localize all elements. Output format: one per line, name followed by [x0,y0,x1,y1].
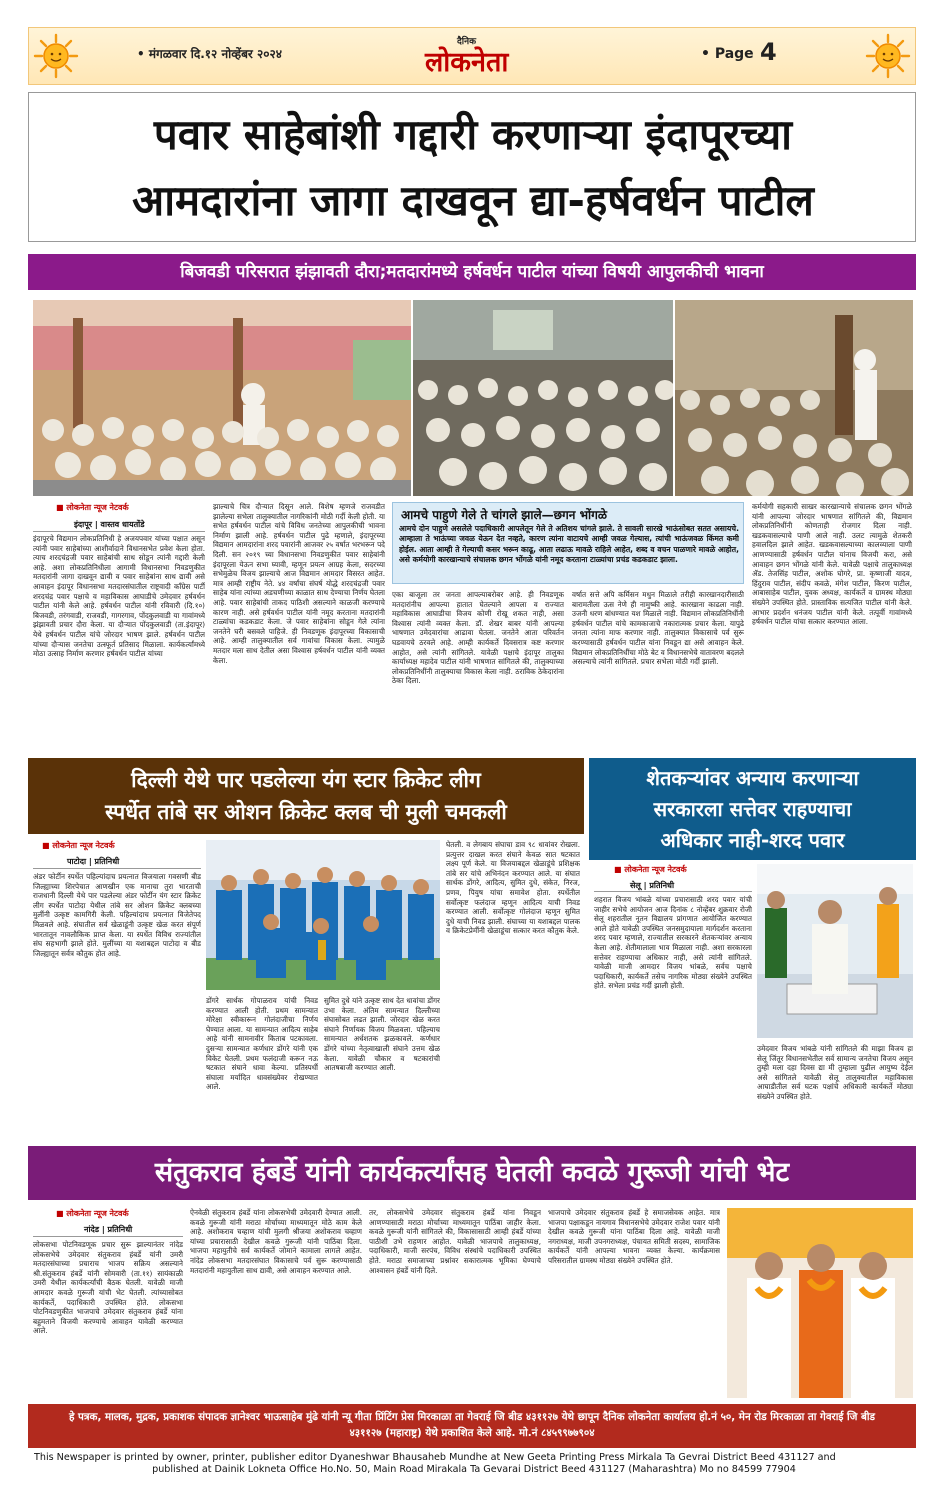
lead-banner-text: बिजवडी परिसरात झंझावती दौरा;मतदारांमध्ये हर्षवर्धन पाटील यांच्या विषयी आपुलकीची भावना [180,262,764,282]
sun-icon [33,33,79,79]
hambarde-banner [28,1146,916,1200]
footer-english-1: This Newspaper is printed by owner, printer, publisher editor Dyaneshwar Bhausaheb Mundhe at New Geeta Printing Press Mirkala Ta Gevrai District Beed 431127 and [34,1452,836,1463]
lead-subhead-box [392,502,744,584]
lead-photo-left [33,300,411,496]
cricket-newsnet: ■ लोकनेता न्यूज नेटवर्क [42,841,115,850]
cricket-headline-line-1: दिल्ली येथे पार पडलेल्या यंग स्टार क्रिकेट लीग [131,768,481,792]
divider [33,531,205,532]
masthead [28,27,916,85]
lead-headline-line-2: आमदारांना जागा दाखवून द्या-हर्षवर्धन पाटील [132,176,814,225]
hambarde-photo [727,1208,913,1398]
lead-photo-right [675,300,913,496]
hambarde-col-4: भाजपाचे उमेदवार संतुकराव हंबर्डे हे समाजसेवक आहेत. मात्र भाजपा पक्षाकडून नायगाव विधानसभेचे उमेदवार राजेश पवार यांनी देखील कवळे गुरूजी यांना पाठिंबा दिला आहे. यावेळी माजी नगराध्यक्ष, माजी उपनगराध्यक्ष, पंचायत समिती सदस्य, सामाजिक कार्यकर्ते यांनी आपल्या भावना व्यक्त केल्या. कार्यक्रमास परिसरातील ग्रामस्थ मोठ्या संख्येने उपस्थित होते. [548,1208,720,1265]
cricket-byline: पाटोदा | प्रतिनिधी [67,857,120,866]
sun-icon [865,33,911,79]
cricket-col-3: सुमित दुधे यांने उत्कृष्ट साथ देत धावांचा डोंगर उभा केला. अंतिम सामन्यात दिल्लीच्या संघासोबत लढत झाली. जोरदार खेळ करत संघाने निर्णायक विजय मिळवला. पहिल्याच सामन्यात अर्धशतक झळकावले. कर्णधार डोंगरे यांच्या नेतृत्वाखाली संघाने उत्तम खेळ केला. यावेळी चौकार व षटकारांची आतषबाजी करण्यात आली. [324,996,440,1073]
divider [33,868,201,869]
page-number: 4 [760,38,777,66]
footer-marathi-banner [28,1404,916,1448]
lead-col-1: इंदापूरचे विद्यमान लोकप्रतिनिधी हे अजयपवार यांच्या पक्षात असून त्यांनी पवार साहेबांच्या आशीर्वादाने विधानसभेत प्रवेश केला होता. त्याच शरदचंद्रजी पवार साहेबांची साथ सोडून त्यांनी गद्दारी केली आहे. अशा लोकप्रतिनिधीला आगामी विधानसभा निवडणुकीत मतदारांनी जागा दाखवून द्यावी व पवार साहेबांना साथ द्यावी असे आवाहन इंदापूर विधानसभा मतदारसंघातील राष्ट्रवादी काँग्रेस पार्टी शरदचंद्र पवार पक्षाचे व महाविकास आघाडीचे उमेदवार हर्षवर्धन पाटील यांनी केले आहे. हर्षवर्धन पाटील यांनी रविवारी (दि.१०) बिजवडी, तरंगवाडी, राजवडी, गागरगाव, पोंदकुलवाडी या गावांमध्ये झंझावती प्रचार दौरा केला. या दौऱ्यात पोंदकुलवाडी (ता.इंदापूर) येथे हर्षवर्धन पाटील यांचे जोरदार भाषण झाले. हर्षवर्धन पाटील यांच्या दौऱ्यास जनतेचा उत्स्फूर्त प्रतिसाद मिळाला. कार्यकर्त्यांमध्ये मोठा उत्साह निर्माण करणार हर्षवर्धन पाटील यांच्या [33,534,205,659]
pawar-headline-line-2: सरकारला सत्तेवर राहण्याचा [653,797,852,821]
pawar-newsnet: ■ लोकनेता न्यूज नेटवर्क [614,865,687,874]
pawar-banner [589,758,916,860]
footer-marathi-text: हे पत्रक, मालक, मुद्रक, प्रकाशक संपादक ज्ञानेश्वर भाऊसाहेब मुंढे यांनी न्यू गीता प्रिंटिंग प्रेस मिरकाळा ता गेवराई जि बीड ४३११२७ येथे छापून दैनिक लोकनेता कार्यालय हो.नं ५०, मेन रोड मिरकाळा ता गेवराई जि बीड ४३११२७ (महाराष्ट्र) येथे प्रकाशित केले आहे. मो.नं ८४५९९७७९०४ [68,1411,876,1439]
hambarde-col-3: तर, लोकसभेचे उमेदवार संतुकराव हंबर्डे यांना निवडून आणण्यासाठी मराठा मोर्चाच्या माध्यमातून पाठिंबा जाहीर केला. कवळे गुरूजी यांनी सांगितले की, विकासासाठी आम्ही हंबर्डे यांच्या पाठीशी उभे राहणार आहोत. यावेळी भाजपाचे तालुकाध्यक्ष, पदाधिकारी, माजी सरपंच, विविध संस्थांचे पदाधिकारी उपस्थित होते. मराठा समाजाच्या प्रश्नांवर सकारात्मक भूमिका घेण्याचे आश्वासन हंबर्डे यांनी दिले. [369,1208,541,1275]
cricket-photo [206,840,440,990]
footer-english-2: published at Dainik Lokneta Office Ho.No. 50, Main Road Mirakala Ta Gevarai District Beed 431127 (Maharashtra) Mo no 84599 77904 [152,1464,796,1475]
lead-subhead: आमचे पाहुणे गेले ते चांगले झाले—छगन भोंगळे [401,508,608,522]
pawar-headline-line-1: शेतकऱ्यांवर अन्याय करणाऱ्या [646,766,859,790]
lead-headline-line-1: पवार साहेबांशी गद्दारी करणाऱ्या इंदापूरच्या [153,110,793,159]
cricket-banner [28,758,584,834]
cricket-col-2: डोंगरे सार्थक गोपाळराव यांची निवड करण्यात आली होती. प्रथम सामन्यात मोरेक्षा स्वीकारून गोलंदाजीचा निर्णय घेण्यात आला. या सामन्यात आदित्य साहेब आहे यांनी सामनावीर किताब पटकावला. दुसऱ्या सामन्यात कर्णधार डोंगरे यांनी एक विकेट घेतली. प्रथम फलंदाजी करून नऊ षटकात संघाने धावा केल्या. प्रतिस्पर्धी संघाला मर्यादित धावसंख्येवर रोखण्यात आले. [206,996,318,1092]
pawar-headline-line-3: अधिकार नाही-शरद पवार [660,828,845,852]
cricket-headline-line-2: स्पर्धेत तांबे सर ओशन क्रिकेट क्लब ची मुली चमकली [105,800,507,824]
hambarde-newsnet: ■ लोकनेता न्यूज नेटवर्क [56,1209,129,1218]
lead-byline: इंदापूर | वास्तव धायतोंडे [74,520,145,529]
hambarde-headline: संतुकराव हंबर्डे यांनी कार्यकर्त्यांसह घेतली कवळे गुरूजी यांची भेट [154,1157,790,1188]
lead-col-2: झाल्याचे चित्र दौऱ्यात दिसून आले. विशेष म्हणजे राजवडीत झालेल्या सभेला तालुक्यातील नागरिकांनी मोठी गर्दी केली होती. या सभेत हर्षवर्धन पाटील यांचे विविध जनतेच्या आपुलकीची भावना निर्माण झाली आहे. हर्षवर्धन पाटील पुढे म्हणाले, इंदापूरच्या विद्यमान आमदारांना शरद पवारांनी आजवर २५ वर्षात भरभरून पदे दिली. सन २०१९ च्या विधानसभा निवडणुकीत पवार साहेबांनी इंदापूरला येऊन सभा घ्यावी, म्हणून प्रयत्न आग्रह केला, सदरच्या सभेमुळेच विजय झाल्याचे आज विद्यमान आमदार विसरत आहेत. मात्र आम्ही राष्ट्रीय नेते. ४४ वर्षांचा संघर्ष योद्धे शरदचंद्रजी पवार साहेब यांना त्यांच्या अडचणीच्या काळात साथ देण्याचा निर्णय घेतला आहे. पवार साहेबांची ताकद पाठिशी असल्याने काळजी करण्याचे कारण नाही. असे हर्षवर्धन पाटील यांनी नमूद करताना मतदारांनी टाळ्यांचा कडकडाट केला. जे पवार साहेबांना सोडून गेले त्यांना जनतेने घरी बसवले पाहिजे. ही निवडणूक इंदापूरच्या विकासाची आहे. आम्ही तालुक्यातील सर्व गावांचा विकास केला. त्यामुळे मतदार मला साथ देतील असा विश्वास हर्षवर्धन पाटील यांनी व्यक्त केला. [213,502,385,665]
cricket-col-1: अंडर फोर्टीन स्पर्धेत पहिल्यांदाच प्रयत्नात विजयाला गवसणी बीड जिल्ह्याच्या शिरपेचात आणखीन एक मानाचा तुरा भारताची राजधानी दिल्ली येथे पार पडलेल्या अंडर फोर्टीन यंग स्टार क्रिकेट लीग स्पर्धेत पाटोदा येथील तांबे सर ओशन क्रिकेट क्लबच्या मुलींनी उत्कृष्ट कामगिरी केली. पहिल्यांदाच प्रयत्नात विजेतेपद मिळवले आहे. संघातील सर्व खेळाडूंनी उत्कृष्ट खेळ करत संपूर्ण भारतातून नावलौकिक प्राप्त केला. या स्पर्धेत विविध राज्यांतील संघ सहभागी झाले होते. मुलींच्या या यशाबद्दल पाटोदा व बीड जिल्ह्यातून सर्वत्र कौतुक होत आहे. [33,872,201,958]
lead-banner [28,254,916,290]
lead-col-4: वर्षात सत्ते अपि कर्मिसन मधुन मिळाले तरीही कारखानदारीसाठी बारामतीला ऊस नेणे ही नामुष्की आहे. कारखाना काढला नाही. उजनी धरण बांधण्यात यश मिळाले नाही. विद्यमान लोकप्रतिनिधींनी हर्षवर्धन पाटील यांचे कामकाजाचे नकारात्मक प्रचार केला. यापुढे जनता त्यांना माफ करणार नाही. तालुक्यात विकासाचे पर्व सुरू करण्यासाठी हर्षवर्धन पाटील यांना निवडून द्या असे आवाहन केले. विद्यमान लोकप्रतिनिधींचा मोठे बेट व विधानसभेचे वातावरण बदलले असल्याचे त्यांनी सांगितले. प्रचार सभेला मोठी गर्दी झाली. [572,590,744,667]
divider [594,891,752,892]
issue-date: • मंगळवार दि.१२ नोव्हेंबर २०२४ [137,47,282,61]
lead-newsnet: ■ लोकनेता न्यूज नेटवर्क [56,503,129,512]
lead-subhead-body: आमचे दोन पाहुणे असलेले पदाधिकारी आपलेतून गेले ते अतिशय चांगले झाले. ते सावली सारखे भाऊंसोबत सतत असायचे. आम्हाला ते भाऊंच्या जवळ येऊन देत नव्हते, कारण त्यांना वाटायचे आम्ही जवळ गेल्यास, त्यांची भाऊंजवळ किंमत कमी होईल. आता आम्ही ते गेल्याची कसर भरून काढू, आता लढाऊ मावळे राहिले आहेत, शब्द व वचन पाळणारे मावळे आहोत, असे कर्मयोगी कारखान्याचे संचालक छगन भोंगळे यांनी नमूद करताना टाळ्यांचा प्रचंड कडकडाट झाला. [399,524,739,565]
lead-col-5: कर्मयोगी सहकारी साखर कारखान्याचे संचालक छगन भोंगळे यांनी आपल्या जोरदार भाषणात सांगितले की, विद्यमान लोकप्रतिनिधींनी कोणताही रोजगार दिला नाही. खडकवासल्याचे पाणी आले नाही. उलट त्यामुळे शेतकरी हवालदिल झाले आहेत. खडकवासल्याच्या कालव्याला पाणी आणण्यासाठी हर्षवर्धन पाटील यांनाच विजयी करा, असे आवाहन छगन भोंगळे यांनी केले. यावेळी पक्षाचे तालुकाध्यक्ष ॲड. तेजसिंह पाटील, अशोक घोगरे, प्रा. कृष्णाजी यादव, हिंदुराव पाटील, संदीप कवळे, मंगेश पाटील, किरण पाटील, आबासाहेब पाटील, युवक अध्यक्ष, कार्यकर्ते व ग्रामस्थ मोठ्या संख्येने उपस्थित होते. प्रास्ताविक सत्यजित पाटील यांनी केले. आभार प्रदर्शन धनंजय पाटील यांनी केले. तत्पूर्वी गावांमध्ये हर्षवर्धन पाटील यांचा सत्कार करण्यात आला. [752,502,912,627]
hambarde-col-1: लोकसभा पोटनिवडणूक प्रचार सुरू झाल्यानंतर नांदेड लोकसभेचे उमेदवार संतुकराव हंबर्डे यांनी उमरी मतदारसंघाच्या प्रचाराच भाजप सक्रिय असल्याने श्री.संतुकराव हंबर्डे यांनी सोमवारी (ता.११) सायंकाळी उमरी येथील कार्यकर्त्यांची बैठक घेतली. यावेळी माजी आमदार कवळे गुरूजी यांची भेट घेतली. त्यांच्यासोबत कार्यकर्ते, पदाधिकारी उपस्थित होते. लोकसभा पोटनिवडणुकीत भाजपाचे उमेदवार संतुकराव हंबर्डे यांना बहुमताने विजयी करण्याचे आवाहन यावेळी करण्यात आले. [33,1240,183,1336]
hambarde-col-2: ऐनवेळी संतुकराव हंबर्डे यांना लोकसभेची उमेदवारी देण्यात आली. कवळे गुरूजी यांनी मराठा मोर्चाच्या माध्यमातून मोठे काम केले आहे. अशोकराव चव्हाण यांची मुलगी श्रीजया अशोकराव चव्हाण यांच्या प्रचारासाठी देखील कवळे गुरूजी यांनी पाठिंबा दिला. भाजपा महायुतीचे सर्व कार्यकर्ते जोमाने कामाला लागले आहेत. नांदेड लोकसभा मतदारसंघात विकासाचे पर्व सुरू करण्यासाठी मतदारांनी महायुतीला साथ द्यावी, असे आवाहन करण्यात आले. [190,1208,362,1275]
lead-col-3: एका बाजूला तर जनता आपल्याबरोबर आहे. ही निवडणूक मतदारांनीच आपल्या हातात घेतल्याने आपला व राज्यात महाविकास आघाडीचा विजय कोणी रोखू शकत नाही, असा विश्वास त्यांनी व्यक्त केला. डॉ. शेखर बाबर यांनी आपल्या भाषणात उमेदवारांचा आढावा घेतला. जनतेने आता परिवर्तन घडवायचे ठरवले आहे. आम्ही कार्यकर्ते दिवसरात्र कष्ट करणार आहोत, असे त्यांनी सांगितले. यावेळी पक्षाचे इंदापूर तालुका कार्याध्यक्ष महादेव पाटील यांनी भाषणात सांगितले की, तालुक्याच्या लोकप्रतिनिधींनी तालुक्याचा विकास केला नाही. ठराविक ठेकेदारांना ठेका दिला. [392,590,564,686]
lead-headline-box [28,92,916,242]
lead-photo-middle [413,300,673,496]
logo-small: दैनिक [457,37,477,47]
page-label: • Page [701,46,754,62]
cricket-col-4: घेतली. व लेगबाय संघाचा डाव ९८ धावांवर रोखला. प्रत्युत्तर दाखल करत संघाने केवळ सात षटकात लक्ष्य पूर्ण केले. या विजयाबद्दल खेळाडूंचे प्रशिक्षक तांबे सर यांचे अभिनंदन करण्यात आले. या संघात सार्थक डोंगरे, आदित्य, सुमित दुधे, संकेत, निरज, प्रणव, पियुष यांचा समावेश होता. स्पर्धेतील सर्वोत्कृष्ट फलंदाज म्हणून आदित्य याची निवड करण्यात आली. सर्वोत्कृष्ट गोलंदाज म्हणून सुमित दुधे याची निवड झाली. संघाच्या या यशाबद्दल पालक व क्रिकेटप्रेमींनी खेळाडूंचा सत्कार करत कौतुक केले. [446,840,580,936]
hambarde-byline: नांदेड | प्रतिनिधी [84,1225,133,1234]
newspaper-logo: लोकनेता [425,47,509,78]
pawar-caption: उमेदवार विजय भांबळे यांनी सांगितले की माझा विजय हा सेलू जिंतूर विधानसभेतील सर्व सामान्य जनतेचा विजय असून तुम्ही मला दहा दिवस द्या मी तुम्हाला पुढील आयुष्य देईल असे सांगितले यावेळी सेलू तालुक्यातील महाविकास आघाडीतील सर्व घटक पक्षांचे अधिकारी कार्यकर्ते मोठ्या संख्येने उपस्थित होते. [757,1044,913,1101]
divider [33,1236,183,1237]
pawar-byline: सेलू | प्रतिनिधी [630,881,675,890]
pawar-photo [757,864,913,1038]
pawar-col-1: शहरात विजय भांबळे यांच्या प्रचारासाठी शरद पवार यांची जाहीर सभेचे आयोजन आज दिनांक ८ नोव्हेंबर शुक्रवार रोजी सेलू शहरातील नूतन विद्यालय प्रांगणात आयोजित करण्यात आले होते यावेळी उपस्थित जनसमुदायाला मार्गदर्शन करताना शरद पवार म्हणाले, राज्यातील सरकारने शेतकऱ्यांवर अन्याय केला आहे. शेतीमालाला भाव मिळाला नाही. अशा सरकारला सत्तेवर राहण्याचा अधिकार नाही, असे त्यांनी सांगितले. यावेळी माजी आमदार विजय भांबळे, सर्वच पक्षाचे पदाधिकारी, कार्यकर्ते तसेच नागरिक मोठ्या संख्येने उपस्थित होते. सभेला प्रचंड गर्दी झाली होती. [594,895,752,991]
